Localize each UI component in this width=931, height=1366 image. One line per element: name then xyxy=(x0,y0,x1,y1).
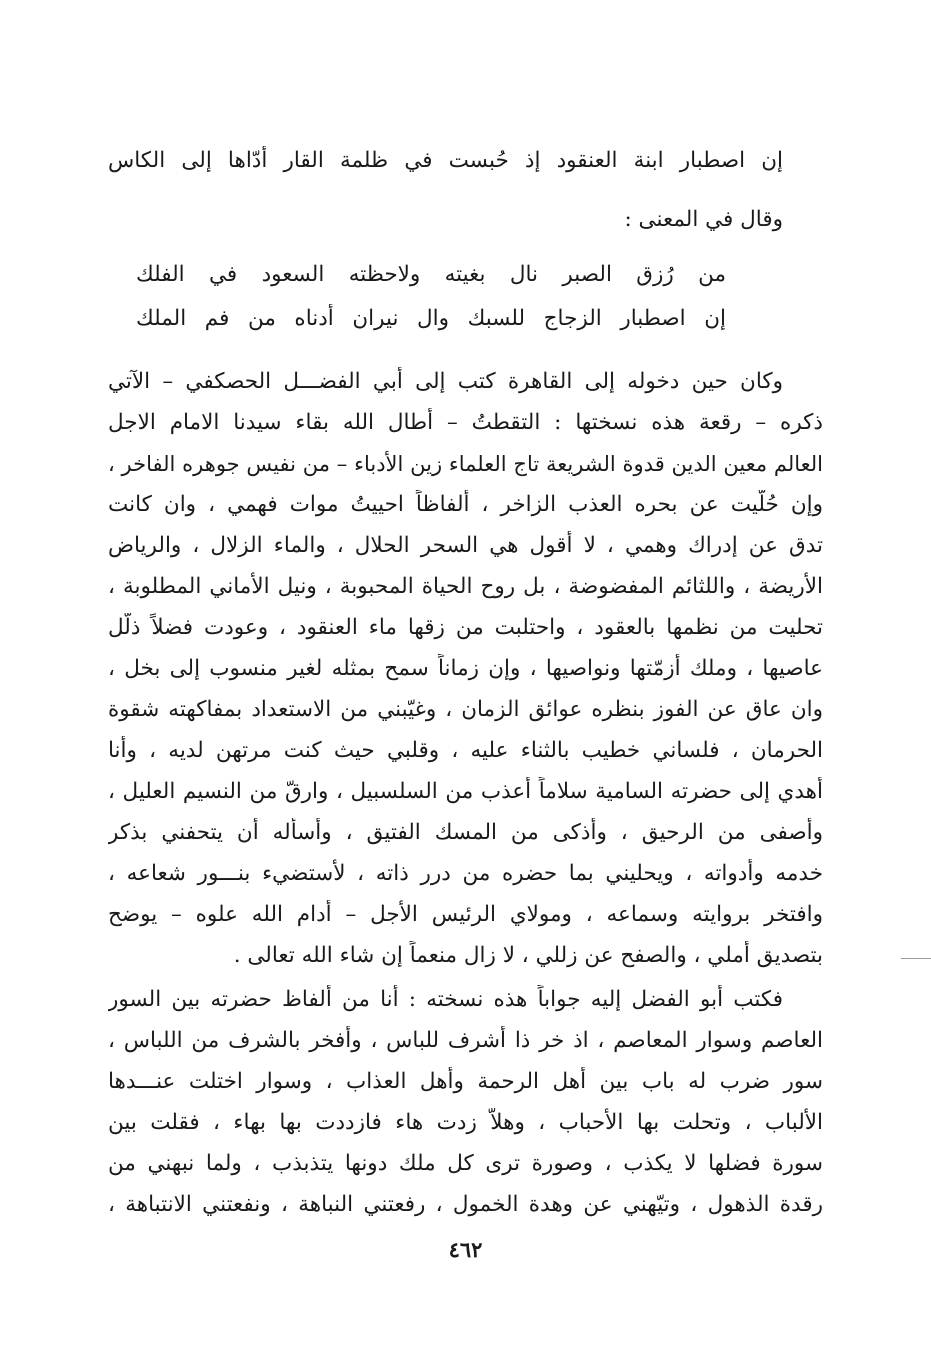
paragraph-one-line-11: أهدي إلى حضرته السامية سلاماً أعذب من السلسبيل ، وارقّ من النسيم العليل ، xyxy=(108,779,823,804)
paragraph-one-line-3: العالم معين الدين قدوة الشريعة تاج العلماء زين الأدباء – من نفيس جوهره الفاخر ، xyxy=(108,452,823,476)
paragraph-one-line-8: عاصيها ، وملك أزمّتها ونواصيها ، وإن زماناً سمح بمثله لغير منسوب إلى بخل ، xyxy=(108,656,823,681)
paragraph-one-line-13: خدمه وأدواته ، ويحليني بما حضره من درر ذاته ، لأستضيء بنـــور شعاعه ، xyxy=(108,861,823,886)
verse-couplet-line-1: من رُزق الصبر نال بغيته ولاحظته السعود في الفلك xyxy=(136,262,726,287)
verse-couplet-line-2: إن اصطبار الزجاج للسبك وال نيران أدناه من فم الملك xyxy=(136,306,726,331)
page-number: ٤٦٢ xyxy=(448,1237,483,1262)
intro-line: وقال في المعنى : xyxy=(624,207,783,232)
paragraph-one-line-12: وأصفى من الرحيق ، وأذكى من المسك الفتيق ، وأسأله أن يتحفني بذكر xyxy=(108,820,823,845)
paragraph-one-line-7: تحليت من نظمها بالعقود ، واحتلبت من زقها ماء العنقود ، وعودت فضلاً ذلّل xyxy=(108,615,823,640)
paragraph-one-line-9: وان عاق عن الفوز بنظره عوائق الزمان ، وغيّبني من الاستعداد بمفاكهته شقوة xyxy=(108,697,823,722)
paragraph-two-line-2: العاصم وسوار المعاصم ، اذ خر ذا أشرف للباس ، وأفخر بالشرف من اللباس ، xyxy=(108,1028,823,1053)
paragraph-one-line-10: الحرمان ، فلساني خطيب بالثناء عليه ، وقلبي حيث كنت مرتهن لديه ، وأنا xyxy=(108,738,823,763)
paragraph-two-line-6: رقدة الذهول ، وتيّهني عن وهدة الخمول ، رفعتني النباهة ، ونفعتني الانتباهة ، xyxy=(108,1192,823,1217)
paragraph-one-line-5: تدق عن إدراك وهمي ، لا أقول هي السحر الحلال ، والماء الزلال ، والرياض xyxy=(108,533,823,558)
paragraph-one-line-1: وكان حين دخوله إلى القاهرة كتب إلى أبي الفضـــل الحصكفي – الآتي xyxy=(108,369,783,394)
margin-mark xyxy=(901,958,931,959)
verse-line-top: إن اصطبار ابنة العنقود إذ حُبست في ظلمة القار أدّاها إلى الكاس xyxy=(108,148,783,173)
paragraph-one-line-15: بتصديق أملي ، والصفح عن زللي ، لا زال منعماً إن شاء الله تعالى . xyxy=(233,943,823,968)
paragraph-two-line-4: الألباب ، وتحلت بها الأحباب ، وهلاّ زدت هاء فازددت بها بهاء ، فقلت بين xyxy=(108,1110,823,1135)
paragraph-one-line-4: وإن حُلّيت عن بحره العذب الزاخر ، ألفاظاً احييتُ موات فهمي ، وان كانت xyxy=(108,492,823,517)
paragraph-one-line-6: الأريضة ، واللثائم المفضوضة ، بل روح الحياة المحبوبة ، ونيل الأماني المطلوبة ، xyxy=(108,574,823,599)
paragraph-two-line-1: فكتب أبو الفضل إليه جواباً هذه نسخته : أنا من ألفاظ حضرته بين السور xyxy=(108,987,783,1012)
paragraph-one-line-14: وافتخر بروايته وسماعه ، ومولاي الرئيس الأجل – أدام الله علوه – يوضح xyxy=(108,902,823,927)
paragraph-one-line-2: ذكره – رقعة هذه نسختها : التقطتُ – أطال الله بقاء سيدنا الامام الاجل xyxy=(108,410,823,435)
paragraph-two-line-5: سورة فضلها لا يكذب ، وصورة ترى كل ملك دونها يتذبذب ، ولما نبهني من xyxy=(108,1151,823,1176)
paragraph-two-line-3: سور ضرب له باب بين أهل الرحمة وأهل العذاب ، وسوار اختلت عنـــدها xyxy=(108,1069,823,1094)
